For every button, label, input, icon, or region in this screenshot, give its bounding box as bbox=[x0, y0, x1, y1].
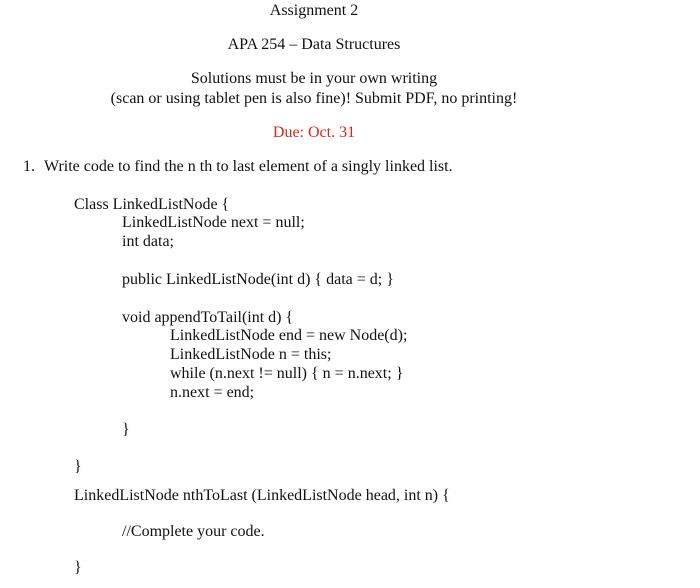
code-line-constructor: public LinkedListNode(int d) { data = d; } bbox=[122, 271, 394, 288]
code-line-class-decl: Class LinkedListNode { bbox=[74, 196, 230, 213]
instructions-line-1: Solutions must be in your own writing bbox=[190, 70, 438, 87]
code-line-next-end: n.next = end; bbox=[170, 384, 255, 401]
code-line-append-method: void appendToTail(int d) { bbox=[122, 309, 294, 326]
code-line-next-field: LinkedListNode next = null; bbox=[122, 214, 305, 231]
instructions-line-2: (scan or using tablet pen is also fine)! Submit PDF, no printing! bbox=[110, 90, 518, 107]
due-date: Due: Oct. 31 bbox=[272, 124, 356, 141]
assignment-title: Assignment 2 bbox=[269, 2, 359, 19]
question-number: 1. bbox=[23, 158, 35, 175]
code-line-data-field: int data; bbox=[122, 233, 174, 250]
code-line-function-close: } bbox=[74, 559, 82, 576]
question-text: Write code to find the n th to last element of a singly linked list. bbox=[44, 158, 453, 175]
code-line-complete-comment: //Complete your code. bbox=[122, 523, 265, 540]
code-line-nth-to-last-signature: LinkedListNode nthToLast (LinkedListNode head, int n) { bbox=[74, 487, 450, 504]
code-line-class-close: } bbox=[74, 458, 82, 475]
code-line-n-this: LinkedListNode n = this; bbox=[170, 346, 332, 363]
course-name: APA 254 – Data Structures bbox=[227, 36, 401, 53]
code-line-method-close: } bbox=[122, 421, 130, 438]
code-line-while-loop: while (n.next != null) { n = n.next; } bbox=[170, 365, 404, 382]
code-line-end-node: LinkedListNode end = new Node(d); bbox=[170, 327, 408, 344]
